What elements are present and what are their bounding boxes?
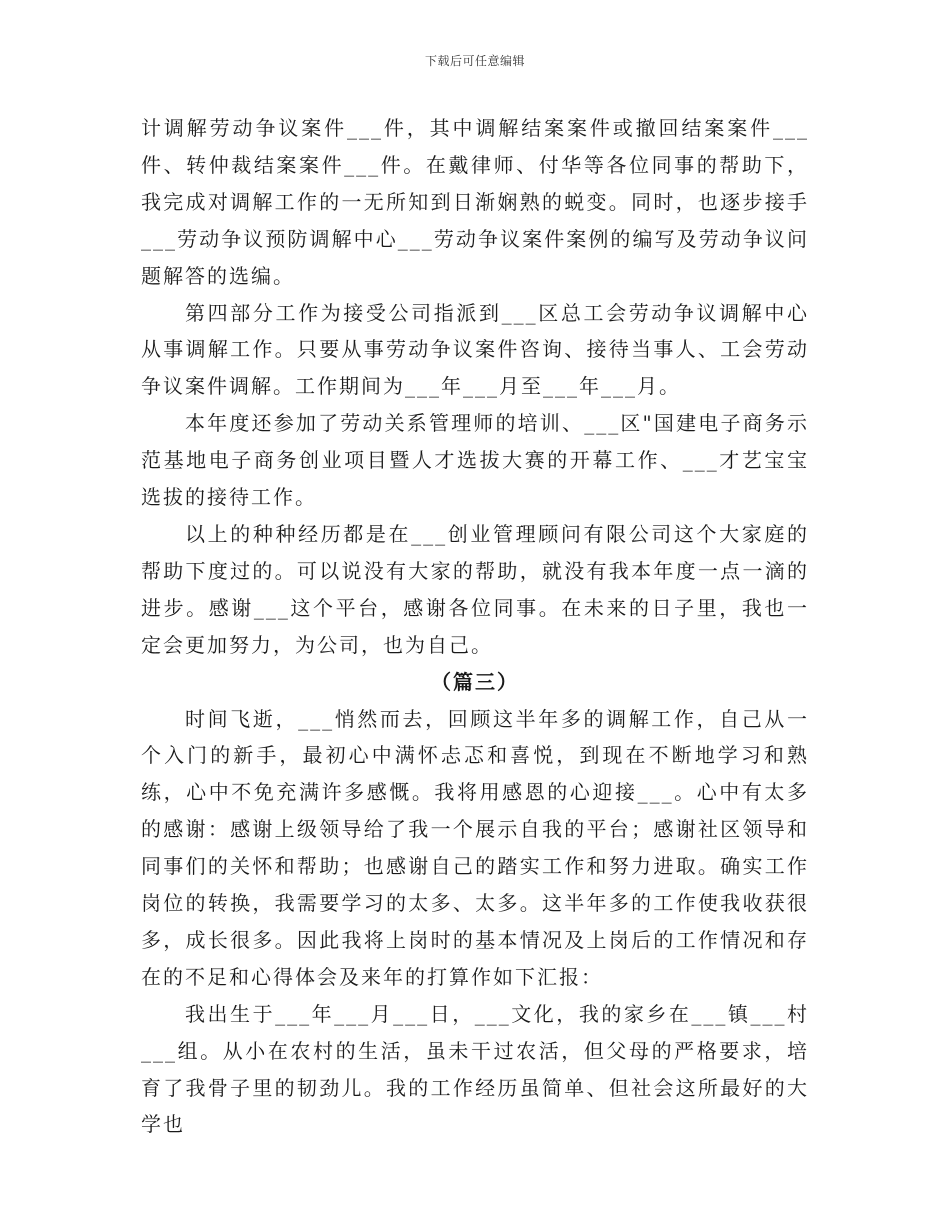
document-body xyxy=(141,110,809,1143)
paragraph: 我出生于___年___月___日，___文化，我的家乡在___镇___村___组。从小在农村的生活，虽未干过农活，但父母的严格要求，培育了我骨子里的韧劲儿。我的工作经历虽简单、但社会这所最好的大学也 xyxy=(141,1001,809,1137)
page-header: 下载后可任意编辑 xyxy=(424,54,525,68)
paragraph: 时间飞逝，___悄然而去，回顾这半年多的调解工作，自己从一个入门的新手，最初心中满怀忐忑和喜悦，到现在不断地学习和熟练，心中不免充满许多感慨。我将用感恩的心迎接___。心中有太多的感谢：感谢上级领导给了我一个展示自我的平台；感谢社区领导和同事们的关怀和帮助；也感谢自己的踏实工作和努力进取。确实工作岗位的转换，我需要学习的太多、太多。这半年多的工作使我收获很多，成长很多。因此我将上岗时的基本情况及上岗后的工作情况和存在的不足和心得体会及来年的打算作如下汇报： xyxy=(141,706,809,989)
paragraph: 以上的种种经历都是在___创业管理顾问有限公司这个大家庭的帮助下度过的。可以说没有大家的帮助，就没有我本年度一点一滴的进步。感谢___这个平台，感谢各位同事。在未来的日子里，我也一定会更加努力，为公司，也为自己。 xyxy=(141,521,809,657)
section-title: （篇三） xyxy=(431,669,519,694)
paragraph: 计调解劳动争议案件___件，其中调解结案案件或撤回结案案件___件、转仲裁结案案件___件。在戴律师、付华等各位同事的帮助下，我完成对调解工作的一无所知到日渐娴熟的蜕变。同时，也逐步接手___劳动争议预防调解中心___劳动争议案件案例的编写及劳动争议问题解答的选编。 xyxy=(141,116,809,288)
paragraph: 第四部分工作为接受公司指派到___区总工会劳动争议调解中心从事调解工作。只要从事劳动争议案件咨询、接待当事人、工会劳动争议案件调解。工作期间为___年___月至___年___月。 xyxy=(141,300,809,399)
paragraph: 本年度还参加了劳动关系管理师的培训、___区"国建电子商务示范基地电子商务创业项目暨人才选拔大赛的开幕工作、___才艺宝宝选拔的接待工作。 xyxy=(141,411,809,510)
